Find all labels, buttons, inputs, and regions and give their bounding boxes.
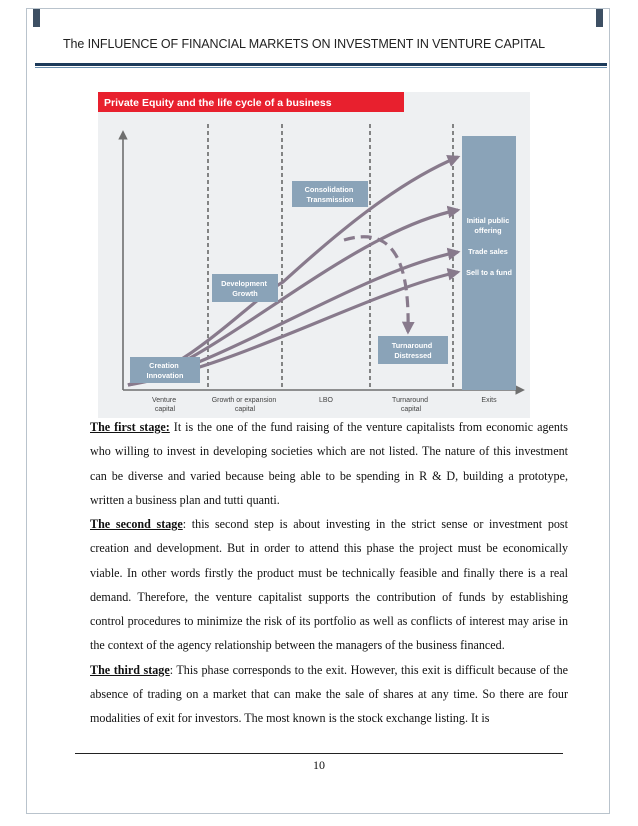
life-cycle-figure xyxy=(98,92,530,418)
axis-label-venture: Venture capital xyxy=(151,397,177,413)
axis-label-turnaround: Turnaround capital xyxy=(392,397,428,413)
page-number: 10 xyxy=(313,758,325,772)
figure-title: Private Equity and the life cycle of a business xyxy=(104,97,332,109)
corner-block-right xyxy=(596,9,603,27)
first-stage-label: The first stage: xyxy=(90,420,170,434)
creation-box-text: Creation Innovation xyxy=(146,361,184,380)
turnaround-box-text: Turnaround Distressed xyxy=(391,341,433,360)
development-box-text: Development Growth xyxy=(221,279,267,298)
paragraph-second-stage xyxy=(90,512,568,658)
first-stage-text: It is the one of the fund raising of the venture capitalists from economic agents who willing to invest in developing societies which are not listed. The nature of this investment can be diverse and varied because being able to be spending in R & D, building a prototype, written a business plan and tutti quanti. xyxy=(90,420,568,507)
corner-block-left xyxy=(33,9,40,27)
second-stage-label: The second stage xyxy=(90,517,183,531)
paragraph-first-stage xyxy=(90,415,568,512)
third-stage-label: The third stage xyxy=(90,662,170,677)
footer-rule xyxy=(75,753,563,754)
consolidation-box-text: Consolidation Transmission xyxy=(304,185,354,204)
second-stage-text: : this second step is about investing in the strict sense or investment post creation and development. But in order to attend this phase the project must be economically viable. In other words firstly the product must be technically feasible and finally there is a real demand. Therefore, the venture capitalist supports the contribution of funds by establishing control procedures to minimize the risk of its portfolio as well as conflicts of interest may arise in the context of the agency relationship between the managers of the business financed. xyxy=(90,517,568,653)
exits-box-text: Initial public offering Trade sales Sell to a fund xyxy=(466,216,512,277)
axis-label-lbo: LBO xyxy=(318,397,334,404)
page-header-title: The INFLUENCE OF FINANCIAL MARKETS ON INVESTMENT IN VENTURE CAPITAL xyxy=(63,37,546,51)
header-rule-thin xyxy=(35,67,607,68)
body-text xyxy=(90,415,568,730)
header-rule xyxy=(35,63,607,66)
paragraph-third-stage xyxy=(90,658,568,731)
exits-box xyxy=(462,136,516,390)
third-stage-text: : This phase corresponds to the exit. However, this exit is difficult because of the absence of trading on a market that can make the sale of shares at any time. So there are four modalities of exit for investors. The most known is the stock exchange listing. It is xyxy=(90,662,568,725)
axis-label-growth: Growth or expansion capital xyxy=(211,397,277,413)
axis-label-exits: Exits xyxy=(481,397,497,404)
